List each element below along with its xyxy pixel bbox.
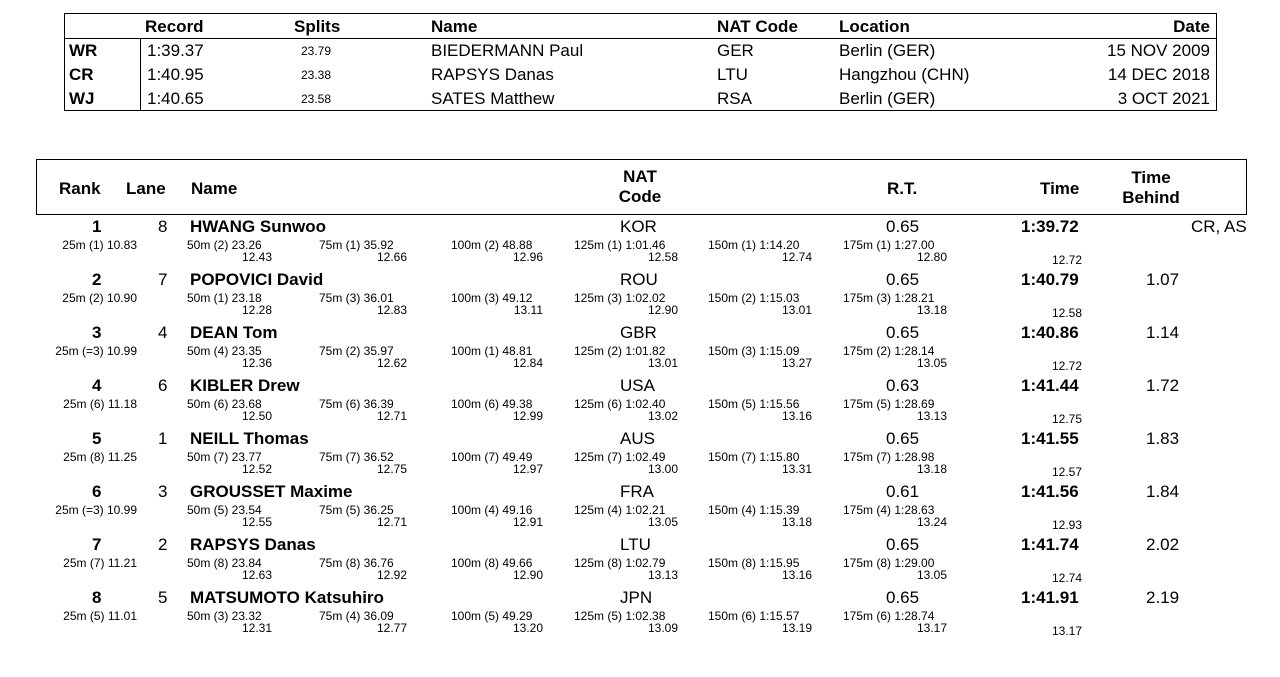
split-cumulative: 175m (8) 1:29.00 [843, 556, 935, 570]
split-cumulative: 125m (1) 1:01.46 [574, 238, 666, 252]
reaction-time: 0.65 [886, 588, 920, 607]
record-nat: LTU [717, 65, 748, 84]
split-cumulative: 175m (6) 1:28.74 [843, 609, 935, 623]
reaction-time: 0.65 [886, 217, 920, 236]
split-cumulative: 125m (8) 1:02.79 [574, 556, 666, 570]
header-nat-code [615, 167, 665, 207]
split-cumulative: 175m (5) 1:28.69 [843, 397, 935, 411]
result-row [0, 217, 1280, 270]
split-lap: 12.74 [781, 250, 812, 264]
split-25m: 25m (8) 11.25 [63, 450, 137, 464]
split-cumulative: 75m (6) 36.39 [319, 397, 394, 411]
split-25m: 25m (7) 11.21 [63, 556, 137, 570]
split-lap: 12.71 [376, 409, 407, 423]
records-header-location: Location [839, 17, 910, 36]
rank: 8 [92, 588, 102, 607]
header-rt: R.T. [887, 179, 918, 198]
split-lap: 13.01 [781, 303, 812, 317]
swimmer-name: KIBLER Drew [190, 376, 300, 395]
time-behind: 1.72 [1146, 376, 1180, 395]
split-last-lap: 12.74 [1051, 571, 1082, 585]
split-lap: 12.66 [376, 250, 407, 264]
final-time: 1:39.72 [1021, 217, 1079, 236]
split-lap: 13.18 [916, 303, 947, 317]
split-last-lap: 12.58 [1051, 306, 1082, 320]
reaction-time: 0.65 [886, 535, 920, 554]
record-type: WR [69, 41, 98, 60]
header-behind-line1: Time [1131, 168, 1171, 187]
final-time: 1:41.91 [1021, 588, 1079, 607]
split-25m: 25m (6) 11.18 [63, 397, 137, 411]
nat-code: ROU [620, 270, 658, 289]
split-cumulative: 125m (7) 1:02.49 [574, 450, 666, 464]
rank: 7 [92, 535, 102, 554]
split-lap: 12.97 [512, 462, 543, 476]
split-lap: 12.31 [241, 621, 272, 635]
record-split: 23.79 [301, 44, 332, 58]
reaction-time: 0.61 [886, 482, 920, 501]
split-cumulative: 175m (2) 1:28.14 [843, 344, 935, 358]
result-row [0, 323, 1280, 376]
split-cumulative: 50m (4) 23.35 [187, 344, 262, 358]
split-lap: 13.11 [513, 303, 543, 317]
record-name: SATES Matthew [431, 89, 555, 108]
lane: 7 [158, 270, 168, 289]
split-cumulative: 50m (8) 23.84 [187, 556, 262, 570]
header-nat-line1: NAT [623, 167, 657, 186]
rank: 1 [92, 217, 102, 236]
split-lap: 13.13 [916, 409, 947, 423]
split-cumulative: 125m (2) 1:01.82 [574, 344, 666, 358]
split-lap: 13.27 [781, 356, 812, 370]
record-nat: RSA [717, 89, 752, 108]
record-location: Berlin (GER) [839, 89, 936, 108]
split-lap: 12.77 [376, 621, 407, 635]
records-header-splits: Splits [294, 17, 341, 36]
split-lap: 12.90 [647, 303, 678, 317]
split-lap: 13.18 [916, 462, 947, 476]
split-lap: 12.55 [241, 515, 272, 529]
split-lap: 13.05 [916, 356, 947, 370]
swimmer-name: RAPSYS Danas [190, 535, 316, 554]
split-cumulative: 150m (2) 1:15.03 [708, 291, 800, 305]
records-header-nat: NAT Code [717, 17, 798, 36]
rank: 6 [92, 482, 102, 501]
split-cumulative: 100m (5) 49.29 [451, 609, 533, 623]
split-lap: 13.00 [647, 462, 678, 476]
header-rank: Rank [59, 179, 101, 198]
split-last-lap: 12.72 [1051, 359, 1082, 373]
final-time: 1:41.56 [1021, 482, 1079, 501]
final-time: 1:41.55 [1021, 429, 1079, 448]
reaction-time: 0.65 [886, 323, 920, 342]
lane: 5 [158, 588, 168, 607]
reaction-time: 0.63 [886, 376, 920, 395]
split-cumulative: 100m (2) 48.88 [451, 238, 533, 252]
nat-code: AUS [620, 429, 655, 448]
header-time: Time [1040, 179, 1080, 198]
split-lap: 13.16 [781, 409, 812, 423]
nat-code: GBR [620, 323, 657, 342]
rank: 5 [92, 429, 102, 448]
record-nat: GER [717, 41, 754, 60]
record-date: 3 OCT 2021 [1117, 89, 1210, 108]
split-cumulative: 75m (2) 35.97 [319, 344, 394, 358]
split-25m: 25m (=3) 10.99 [55, 344, 137, 358]
split-cumulative: 150m (6) 1:15.57 [708, 609, 800, 623]
split-cumulative: 150m (3) 1:15.09 [708, 344, 800, 358]
nat-code: USA [620, 376, 655, 395]
split-cumulative: 100m (3) 49.12 [451, 291, 533, 305]
record-flag: CR, AS [1191, 217, 1247, 236]
time-behind: 1.83 [1146, 429, 1180, 448]
split-25m: 25m (2) 10.90 [62, 291, 137, 305]
final-time: 1:41.74 [1021, 535, 1079, 554]
header-time-behind [1117, 168, 1185, 208]
split-last-lap: 13.17 [1051, 624, 1082, 638]
lane: 3 [158, 482, 168, 501]
split-lap: 12.43 [241, 250, 272, 264]
record-record: 1:40.65 [147, 89, 204, 108]
split-lap: 12.80 [916, 250, 947, 264]
split-lap: 12.58 [647, 250, 678, 264]
split-lap: 13.01 [647, 356, 678, 370]
split-25m: 25m (5) 11.01 [63, 609, 137, 623]
split-cumulative: 50m (1) 23.18 [187, 291, 262, 305]
split-cumulative: 100m (6) 49.38 [451, 397, 533, 411]
swimmer-name: DEAN Tom [190, 323, 278, 342]
result-row [0, 535, 1280, 588]
split-cumulative: 100m (7) 49.49 [451, 450, 533, 464]
results-header [36, 159, 1247, 215]
split-cumulative: 75m (4) 36.09 [319, 609, 394, 623]
records-header-record: Record [145, 17, 204, 36]
split-last-lap: 12.75 [1051, 412, 1082, 426]
split-cumulative: 150m (4) 1:15.39 [708, 503, 800, 517]
record-type: CR [69, 65, 94, 84]
split-lap: 12.50 [241, 409, 272, 423]
time-behind: 2.02 [1146, 535, 1180, 554]
record-record: 1:39.37 [147, 41, 204, 60]
split-cumulative: 75m (8) 36.76 [319, 556, 394, 570]
final-time: 1:40.79 [1021, 270, 1079, 289]
record-location: Hangzhou (CHN) [839, 65, 970, 84]
rank: 3 [92, 323, 102, 342]
split-last-lap: 12.57 [1051, 465, 1082, 479]
split-lap: 12.75 [376, 462, 407, 476]
split-lap: 12.28 [241, 303, 272, 317]
records-header-date: Date [1173, 17, 1210, 36]
split-lap: 13.05 [916, 568, 947, 582]
split-cumulative: 125m (5) 1:02.38 [574, 609, 666, 623]
split-cumulative: 125m (3) 1:02.02 [574, 291, 666, 305]
split-cumulative: 150m (5) 1:15.56 [708, 397, 800, 411]
split-cumulative: 50m (2) 23.26 [187, 238, 262, 252]
record-split: 23.38 [301, 68, 332, 82]
record-record: 1:40.95 [147, 65, 204, 84]
split-lap: 13.02 [647, 409, 678, 423]
split-cumulative: 50m (6) 23.68 [187, 397, 262, 411]
final-time: 1:41.44 [1021, 376, 1079, 395]
split-cumulative: 75m (1) 35.92 [319, 238, 394, 252]
lane: 1 [158, 429, 168, 448]
record-type: WJ [69, 89, 95, 108]
split-cumulative: 150m (8) 1:15.95 [708, 556, 800, 570]
split-lap: 12.96 [512, 250, 543, 264]
split-25m: 25m (1) 10.83 [62, 238, 137, 252]
split-cumulative: 175m (7) 1:28.98 [843, 450, 935, 464]
lane: 6 [158, 376, 168, 395]
split-cumulative: 75m (3) 36.01 [319, 291, 394, 305]
lane: 2 [158, 535, 168, 554]
split-lap: 13.31 [781, 462, 812, 476]
record-name: BIEDERMANN Paul [431, 41, 584, 60]
result-row [0, 588, 1280, 641]
split-cumulative: 150m (7) 1:15.80 [708, 450, 800, 464]
split-lap: 13.24 [916, 515, 947, 529]
split-lap: 13.20 [512, 621, 543, 635]
swimmer-name: POPOVICI David [190, 270, 324, 289]
split-cumulative: 75m (5) 36.25 [319, 503, 394, 517]
record-location: Berlin (GER) [839, 41, 936, 60]
split-cumulative: 50m (7) 23.77 [187, 450, 262, 464]
split-cumulative: 100m (4) 49.16 [451, 503, 533, 517]
result-row [0, 270, 1280, 323]
time-behind: 1.84 [1146, 482, 1180, 501]
rank: 2 [92, 270, 102, 289]
split-lap: 12.90 [512, 568, 543, 582]
split-lap: 12.92 [376, 568, 407, 582]
header-lane: Lane [126, 179, 166, 198]
time-behind: 1.07 [1146, 270, 1180, 289]
nat-code: KOR [620, 217, 657, 236]
header-behind-line2: Behind [1122, 188, 1180, 207]
split-lap: 13.17 [916, 621, 947, 635]
record-split: 23.58 [301, 92, 332, 106]
result-row [0, 376, 1280, 429]
split-lap: 12.62 [376, 356, 407, 370]
records-column-divider [140, 38, 141, 110]
split-lap: 12.36 [241, 356, 272, 370]
split-cumulative: 50m (5) 23.54 [187, 503, 262, 517]
split-lap: 13.18 [781, 515, 812, 529]
split-lap: 13.05 [647, 515, 678, 529]
split-25m: 25m (=3) 10.99 [55, 503, 137, 517]
split-lap: 13.19 [781, 621, 812, 635]
split-lap: 13.13 [647, 568, 678, 582]
header-name: Name [191, 179, 238, 198]
split-lap: 12.91 [512, 515, 543, 529]
split-cumulative: 175m (4) 1:28.63 [843, 503, 935, 517]
nat-code: LTU [620, 535, 651, 554]
record-date: 15 NOV 2009 [1106, 41, 1210, 60]
rank: 4 [92, 376, 102, 395]
split-lap: 13.16 [781, 568, 812, 582]
header-nat-line2: Code [618, 187, 662, 206]
split-cumulative: 125m (6) 1:02.40 [574, 397, 666, 411]
swimmer-name: MATSUMOTO Katsuhiro [190, 588, 384, 607]
result-row [0, 429, 1280, 482]
split-cumulative: 75m (7) 36.52 [319, 450, 394, 464]
split-lap: 12.63 [241, 568, 272, 582]
split-cumulative: 50m (3) 23.32 [187, 609, 262, 623]
result-row [0, 482, 1280, 535]
record-name: RAPSYS Danas [431, 65, 554, 84]
record-date: 14 DEC 2018 [1107, 65, 1210, 84]
records-table [64, 13, 1217, 111]
swimmer-name: HWANG Sunwoo [190, 217, 326, 236]
split-lap: 12.84 [512, 356, 543, 370]
time-behind: 2.19 [1146, 588, 1180, 607]
reaction-time: 0.65 [886, 429, 920, 448]
split-lap: 12.83 [376, 303, 407, 317]
time-behind: 1.14 [1146, 323, 1180, 342]
split-lap: 12.99 [512, 409, 543, 423]
split-last-lap: 12.72 [1051, 253, 1082, 267]
swimmer-name: GROUSSET Maxime [190, 482, 353, 501]
split-lap: 12.71 [376, 515, 407, 529]
split-cumulative: 125m (4) 1:02.21 [574, 503, 666, 517]
records-header-divider [65, 38, 1216, 39]
split-cumulative: 100m (1) 48.81 [451, 344, 533, 358]
records-header-name: Name [431, 17, 478, 36]
split-lap: 12.52 [241, 462, 272, 476]
split-lap: 13.09 [647, 621, 678, 635]
final-time: 1:40.86 [1021, 323, 1079, 342]
split-cumulative: 150m (1) 1:14.20 [708, 238, 800, 252]
swimmer-name: NEILL Thomas [190, 429, 309, 448]
split-cumulative: 175m (1) 1:27.00 [843, 238, 935, 252]
nat-code: FRA [620, 482, 654, 501]
lane: 4 [158, 323, 168, 342]
lane: 8 [158, 217, 168, 236]
split-cumulative: 175m (3) 1:28.21 [843, 291, 935, 305]
nat-code: JPN [620, 588, 653, 607]
split-last-lap: 12.93 [1051, 518, 1082, 532]
split-cumulative: 100m (8) 49.66 [451, 556, 533, 570]
reaction-time: 0.65 [886, 270, 920, 289]
